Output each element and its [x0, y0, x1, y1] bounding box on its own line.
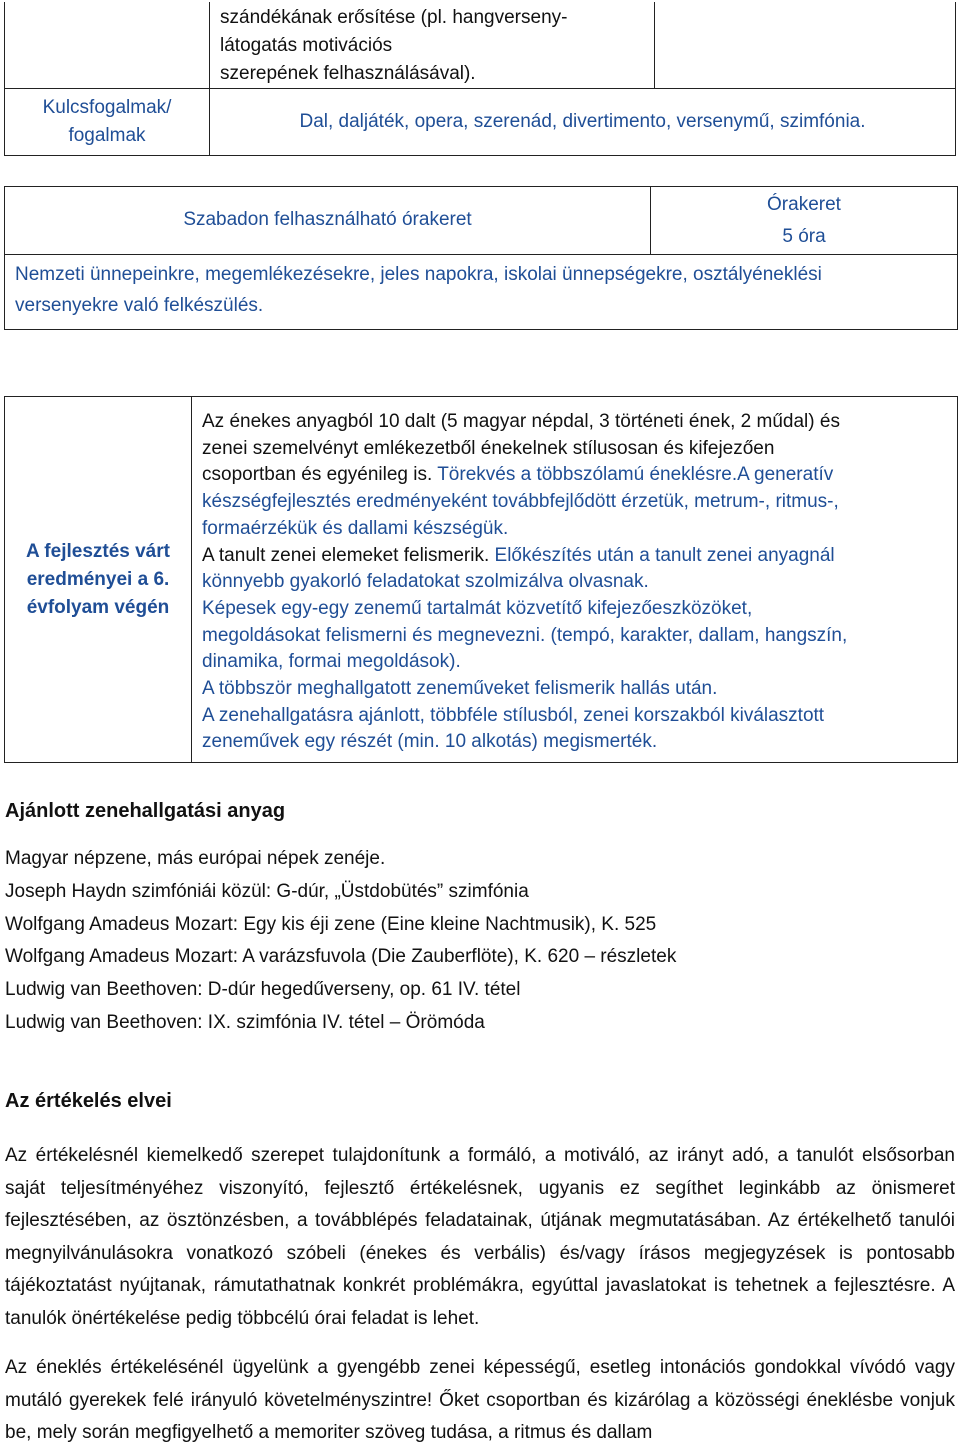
- listening-list: [5, 843, 676, 1040]
- listening-item: Ludwig van Beethoven: IX. szimfónia IV. tétel – Örömóda: [5, 1011, 485, 1033]
- outcome-line: megoldásokat felismerni és megnevezni. (tempó, karakter, dallam, hangszín,: [202, 624, 848, 646]
- evaluation-title: Az értékelés elvei: [5, 1090, 172, 1112]
- row1-text-line: szándékának erősítése (pl. hangverseny-látogatás motivációs: [220, 7, 568, 56]
- listening-item: Wolfgang Amadeus Mozart: A varázsfuvola (Die Zauberflöte), K. 620 – részletek: [5, 946, 677, 968]
- free-hours-title: Szabadon felhasználható órakeret: [5, 187, 651, 255]
- curriculum-table-top: [4, 2, 956, 156]
- evaluation-paragraph: Az éneklés értékelésénél ügyelünk a gyengébb zenei képességű, esetleg intonációs gondokkal vívódó vagy mutáló gyerekek felé irányuló követelményszintre! Őket csoportban és kizárólag a közösségi éneklésbe vonjuk be, mely során megfigyelhető a memoriter szöveg tudása, a ritmus és dallam: [5, 1357, 955, 1443]
- outcome-line: A tanult zenei elemeket felismerik. Előkészítés után a tanult zenei anyagnál: [202, 544, 835, 566]
- outcome-line: csoportban és egyénileg is. Törekvés a többszólamú éneklésre.A generatív: [202, 464, 834, 486]
- outcome-line: A többször meghallgatott zeneműveket felismerik hallás után.: [202, 678, 718, 700]
- listening-item: Wolfgang Amadeus Mozart: Egy kis éji zene (Eine kleine Nachtmusik), K. 525: [5, 913, 657, 935]
- outcome-line: könnyebb gyakorló feladatokat szolmizálva olvasnak.: [202, 571, 649, 593]
- outcomes-table: [4, 396, 958, 763]
- row1-text-cell: [210, 2, 655, 89]
- listening-title: Ajánlott zenehallgatási anyag: [5, 800, 286, 822]
- outcomes-text: [192, 397, 958, 763]
- outcomes-label: A fejlesztés várt eredményei a 6. évfolyam végén: [5, 397, 192, 763]
- hours-label: Órakeret: [767, 194, 841, 215]
- key-concepts-label: Kulcsfogalmak/ fogalmak: [5, 89, 210, 156]
- listening-item: Magyar népzene, más európai népek zenéje.: [5, 848, 386, 869]
- row1-left-cell: [5, 2, 210, 89]
- outcome-line: zenei szemelvényt emlékezetből énekelnek stílusosan és kifejezően: [202, 437, 775, 459]
- evaluation-paragraph: Az értékelésnél kiemelkedő szerepet tulajdonítunk a formáló, a motiváló, az irányt adó, a tanulót elsősorban saját teljesítményéhez viszonyító, fejlesztő értékelésnek, ugyanis ez segíthet leginkább az önismeret fejlesztésében, az ösztönzésben, a továbblépés feladatainak, útjának megmutatásában. Az értékelhető tanulói megnyilvánulásokra vonatkozó szóbeli (énekes és verbális) és/vagy írásos megjegyzések is pontosabb tájékoztatást nyújtanak, rámutathatnak konkrét problémákra, egyúttal javaslatokat is tehetnek a fejlesztésre. A tanulók önértékelése pedig többcélú órai feladat is lehet.: [5, 1145, 955, 1329]
- key-concepts-value: Dal, daljáték, opera, szerenád, divertimento, versenymű, szimfónia.: [210, 89, 956, 156]
- outcome-line: formaérzékük és dallami készségük.: [202, 517, 509, 539]
- row1-right-cell: [655, 2, 956, 89]
- listening-item: Joseph Haydn szimfóniái közül: G-dúr, „Üstdobütés” szimfónia: [5, 880, 529, 902]
- row1-text-line: szerepének felhasználásával).: [220, 63, 476, 84]
- outcome-line: Az énekes anyagból 10 dalt (5 magyar népdal, 3 történeti ének, 2 műdal) és: [202, 411, 840, 432]
- listening-item: Ludwig van Beethoven: D-dúr hegedűverseny, op. 61 IV. tétel: [5, 979, 521, 1001]
- free-hours-description: Nemzeti ünnepeinkre, megemlékezésekre, jeles napokra, iskolai ünnepségekre, osztályéneklési versenyekre való felkészülés.: [5, 255, 958, 330]
- hours-cell: [651, 187, 958, 255]
- outcome-line: készségfejlesztés eredményeként továbbfejlődött érzetük, metrum-, ritmus-,: [202, 491, 839, 513]
- free-hours-table: [4, 186, 958, 330]
- outcome-line: zeneművek egy részét (min. 10 alkotás) megismerték.: [202, 731, 658, 753]
- hours-value: 5 óra: [782, 226, 826, 247]
- outcome-line: A zenehallgatásra ajánlott, többféle stílusból, zenei korszakból kiválasztott: [202, 704, 825, 726]
- outcome-line: Képesek egy-egy zenemű tartalmát közvetítő kifejezőeszközöket,: [202, 597, 753, 619]
- outcome-line: dinamika, formai megoldások).: [202, 651, 461, 673]
